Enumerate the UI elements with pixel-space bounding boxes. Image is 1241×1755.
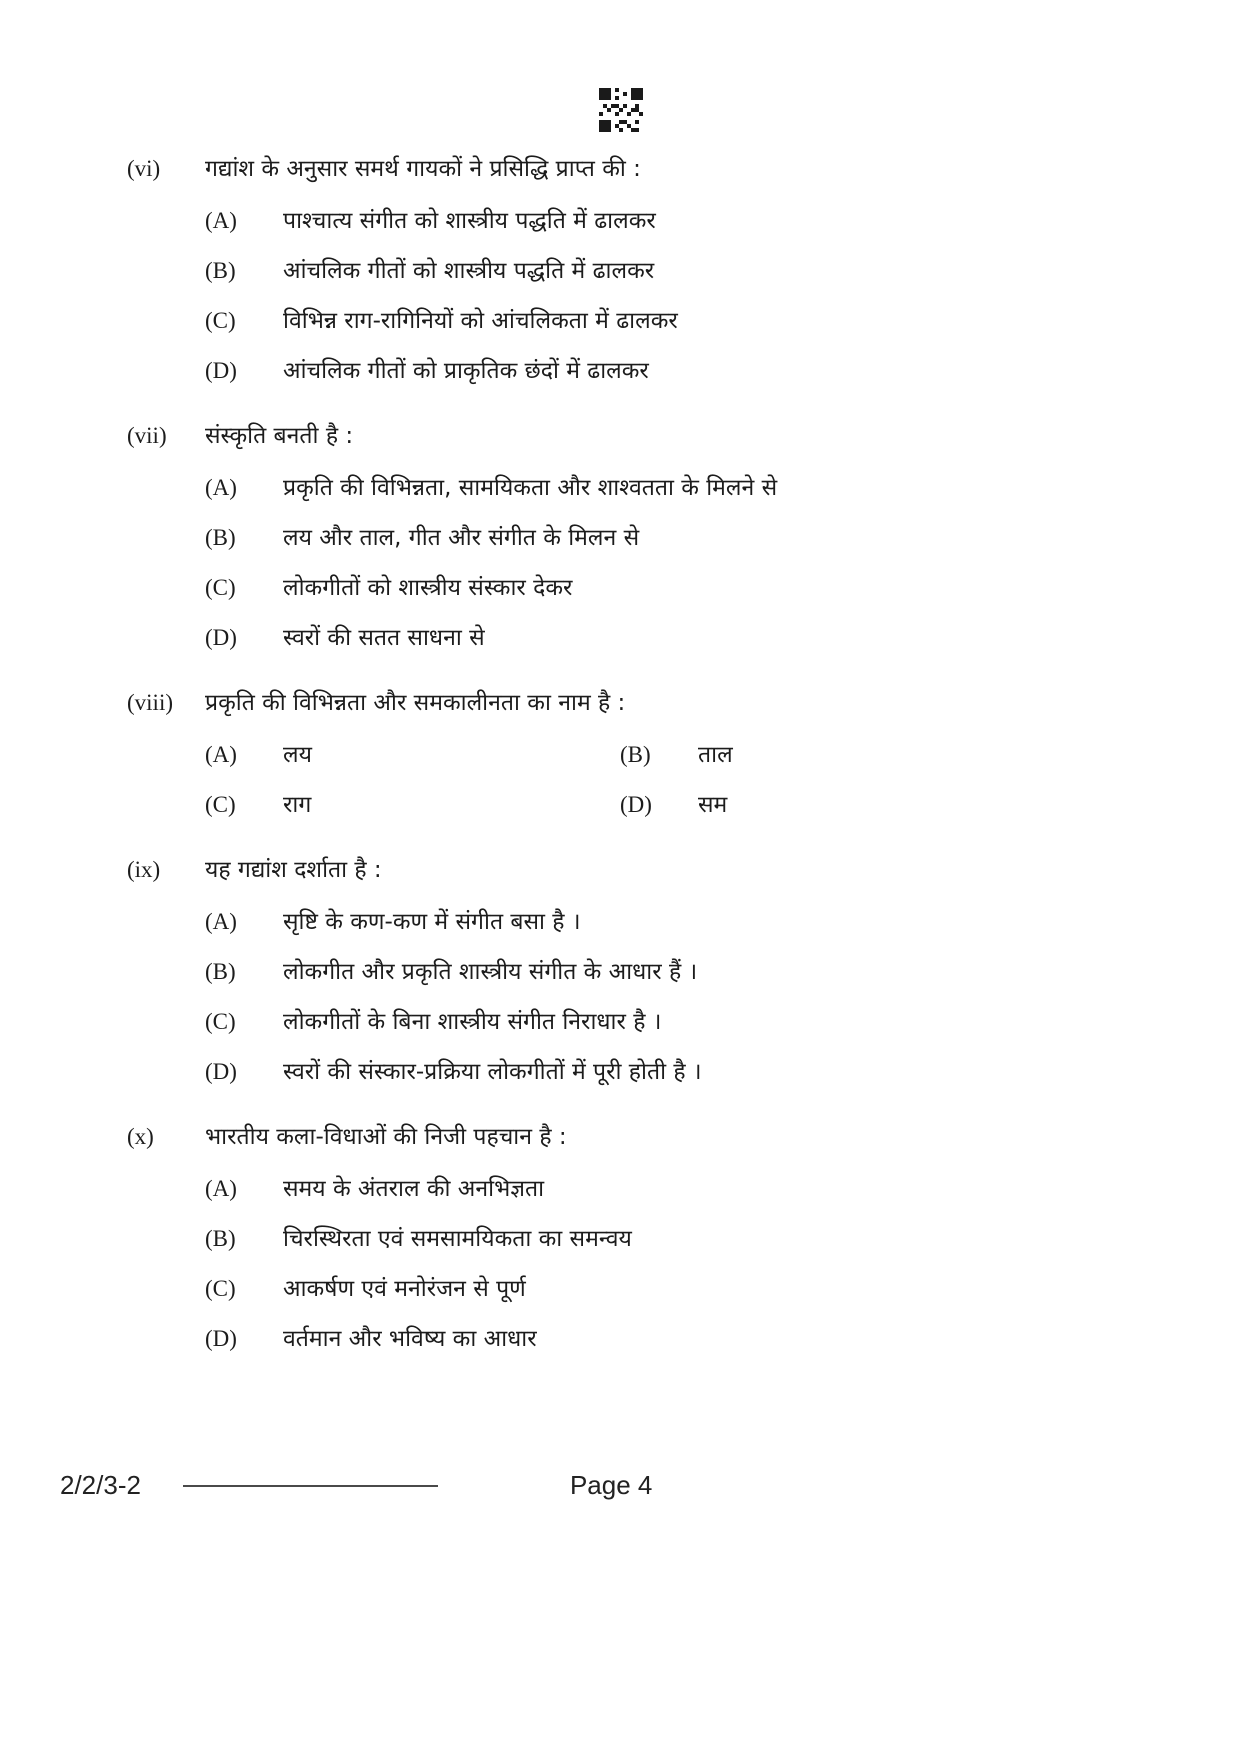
question-header [127, 421, 1151, 451]
option-row [205, 1057, 1151, 1087]
question-vii [127, 421, 1151, 653]
question-text: भारतीय कला-विधाओं की निजी पहचान है : [205, 1124, 567, 1150]
option-label: (D) [205, 358, 237, 383]
option-text: सृष्टि के कण-कण में संगीत बसा है । [283, 909, 581, 935]
option-label: (B) [205, 525, 236, 550]
option-text: चिरस्थिरता एवं समसामयिकता का समन्वय [283, 1226, 632, 1252]
question-number: (x) [127, 1124, 154, 1149]
question-viii [127, 688, 1151, 820]
option-row [205, 1224, 1151, 1254]
option-text: लोकगीत और प्रकृति शास्त्रीय संगीत के आधार हैं । [283, 959, 698, 985]
option-row [205, 523, 1151, 553]
option-row [205, 1274, 1151, 1304]
option-text: आंचलिक गीतों को प्राकृतिक छंदों में ढालकर [283, 358, 649, 384]
question-ix [127, 855, 1151, 1087]
option-text: लोकगीतों को शास्त्रीय संस्कार देकर [283, 575, 573, 601]
option-text: लय [283, 742, 312, 768]
question-vi [127, 154, 1151, 386]
option-label: (A) [205, 208, 237, 233]
question-text: यह गद्यांश दर्शाता है : [205, 857, 382, 883]
questions-section [0, 154, 1241, 1354]
option-text: प्रकृति की विभिन्नता, सामयिकता और शाश्वतता के मिलने से [283, 475, 778, 501]
question-header [127, 1122, 1151, 1152]
page-footer [60, 1470, 1181, 1501]
option-label: (A) [205, 909, 237, 934]
option-row [205, 1007, 1151, 1037]
question-number: (ix) [127, 857, 161, 882]
option-text: वर्तमान और भविष्य का आधार [283, 1326, 537, 1352]
qr-code-icon [599, 88, 643, 132]
option-text: ताल [698, 742, 733, 768]
option-label: (D) [620, 792, 652, 817]
question-header [127, 855, 1151, 885]
footer-rule [183, 1485, 438, 1487]
option-label: (B) [620, 742, 651, 767]
option-label: (C) [205, 792, 236, 817]
option-cell [205, 790, 620, 820]
option-row [205, 623, 1151, 653]
option-cell [205, 740, 620, 770]
option-label: (C) [205, 1276, 236, 1301]
page-number: Page 4 [569, 1470, 653, 1500]
option-text: स्वरों की सतत साधना से [283, 625, 485, 651]
question-number: (viii) [127, 690, 173, 715]
option-text: आंचलिक गीतों को शास्त्रीय पद्धति में ढालकर [283, 258, 655, 284]
option-label: (B) [205, 258, 236, 283]
option-row [205, 1174, 1151, 1204]
paper-code: 2/2/3-2 [60, 1470, 141, 1500]
option-text: स्वरों की संस्कार-प्रक्रिया लोकगीतों में पूरी होती है । [283, 1059, 702, 1085]
question-text: गद्यांश के अनुसार समर्थ गायकों ने प्रसिद्धि प्राप्त की : [205, 156, 641, 182]
question-header [127, 154, 1151, 184]
option-cell [620, 790, 1151, 820]
option-label: (C) [205, 308, 236, 333]
option-label: (A) [205, 475, 237, 500]
option-text: लय और ताल, गीत और संगीत के मिलन से [283, 525, 640, 551]
option-row [205, 206, 1151, 236]
question-text: प्रकृति की विभिन्नता और समकालीनता का नाम है : [205, 690, 626, 716]
option-row [205, 957, 1151, 987]
option-text: आकर्षण एवं मनोरंजन से पूर्ण [283, 1276, 526, 1302]
option-row [205, 740, 1151, 770]
option-label: (D) [205, 625, 237, 650]
question-header [127, 688, 1151, 718]
question-number: (vii) [127, 423, 167, 448]
question-x [127, 1122, 1151, 1354]
question-number: (vi) [127, 156, 161, 181]
option-text: राग [283, 792, 312, 818]
option-row [205, 256, 1151, 286]
option-label: (C) [205, 575, 236, 600]
option-row [205, 306, 1151, 336]
option-label: (A) [205, 1176, 237, 1201]
option-cell [620, 740, 1151, 770]
option-row [205, 356, 1151, 386]
option-label: (C) [205, 1009, 236, 1034]
option-row [205, 790, 1151, 820]
option-label: (B) [205, 1226, 236, 1251]
option-label: (A) [205, 742, 237, 767]
option-row [205, 1324, 1151, 1354]
option-text: लोकगीतों के बिना शास्त्रीय संगीत निराधार है । [283, 1009, 662, 1035]
option-row [205, 473, 1151, 503]
option-text: सम [698, 792, 728, 818]
option-label: (B) [205, 959, 236, 984]
question-text: संस्कृति बनती है : [205, 423, 354, 449]
option-text: समय के अंतराल की अनभिज्ञता [283, 1176, 545, 1202]
option-row [205, 907, 1151, 937]
qr-code-container [0, 0, 1241, 132]
option-label: (D) [205, 1326, 237, 1351]
option-text: विभिन्न राग-रागिनियों को आंचलिकता में ढालकर [283, 308, 678, 334]
option-text: पाश्चात्य संगीत को शास्त्रीय पद्धति में ढालकर [283, 208, 656, 234]
option-row [205, 573, 1151, 603]
option-label: (D) [205, 1059, 237, 1084]
